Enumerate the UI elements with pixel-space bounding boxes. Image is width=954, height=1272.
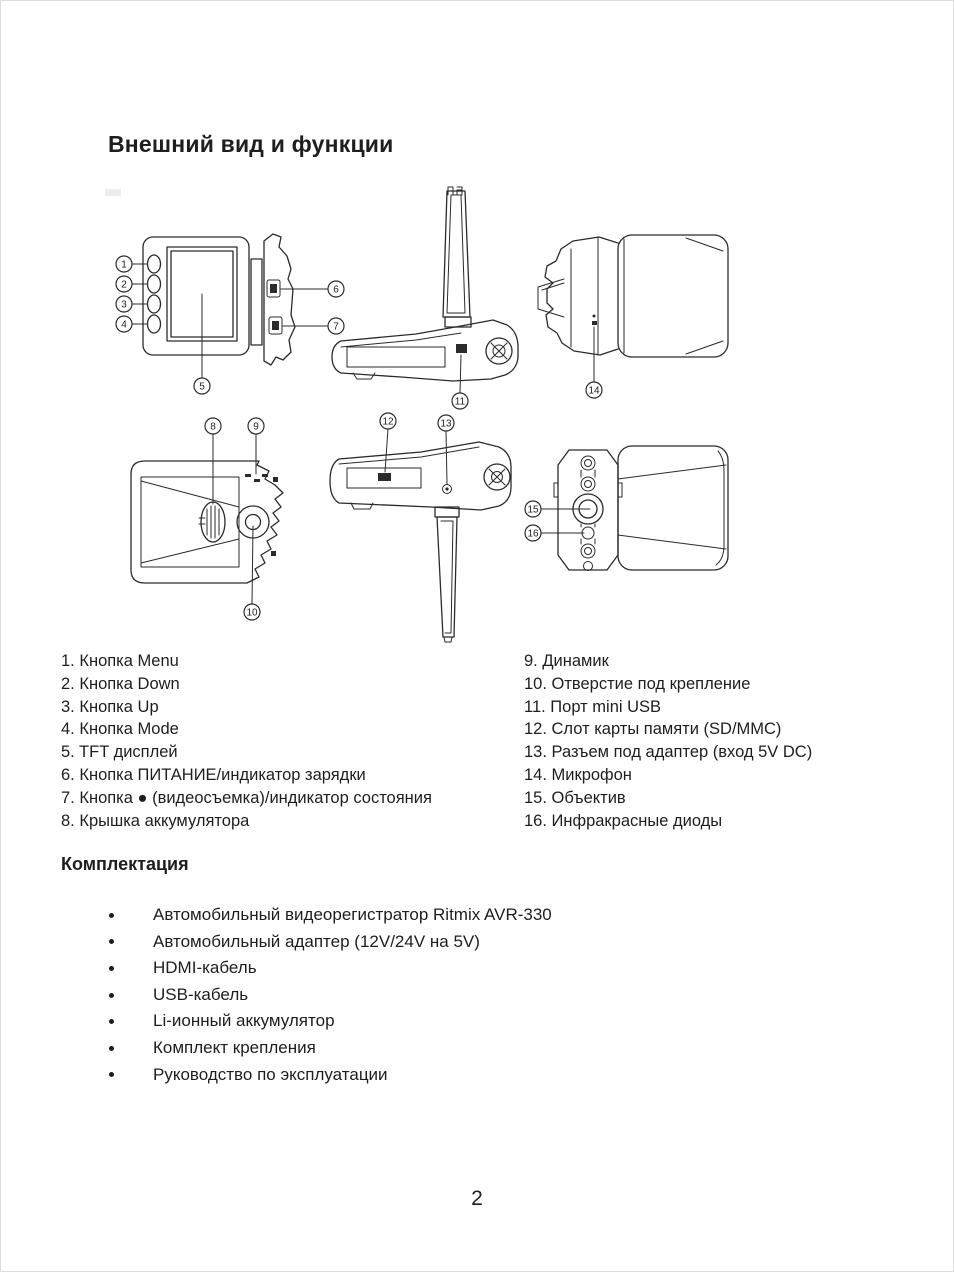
callout-9 [248,418,264,434]
screen-panel-inner [441,521,453,633]
package-heading: Комплектация [61,854,189,874]
ir-diode-inner [585,481,592,488]
svg-text:16: 16 [527,528,539,540]
lens-housing-profile [545,237,618,355]
parts-list-right [524,650,812,832]
parts-item-10: 10. Отверстие под крепление [524,674,751,693]
up-button [148,295,161,313]
package-item-label: Комплект крепления [153,1037,316,1057]
dc-jack-pin [445,487,448,490]
parts-item-13: 13. Разъем под адаптер (вход 5V DC) [524,743,813,762]
bullet-icon [109,966,114,971]
parts-item-7: 7. Кнопка ● (видеосъемка)/индикатор состояния [61,788,432,807]
parts-item-6: 6. Кнопка ПИТАНИЕ/индикатор зарядки [61,765,366,784]
parts-item-2: 2. Кнопка Down [61,674,180,693]
callout-11 [452,393,468,409]
callout-4 [116,316,132,332]
callout-8 [205,418,221,434]
parts-item-14: 14. Микрофон [524,765,632,784]
svg-text:6: 6 [333,284,339,296]
body-back-shading [686,238,723,354]
parts-item-12: 12. Слот карты памяти (SD/MMC) [524,720,782,739]
callout-15 [525,501,541,517]
bullet-icon [109,1072,114,1077]
callout-3 [116,296,132,312]
ir-diode [584,562,593,571]
parts-item-5: 5. TFT дисплей [61,743,178,762]
vent-slots [245,474,268,482]
svg-text:3: 3 [121,299,127,311]
record-button-glyph [272,321,279,330]
body-profile [332,320,518,381]
package-item-label: Автомобильный адаптер (12V/24V на 5V) [153,931,480,951]
detail-stud-top [273,477,278,482]
svg-text:1: 1 [121,259,127,271]
screen-panel-inner [447,195,465,313]
page-number: 2 [471,1187,483,1210]
ir-diode-inner [585,548,592,555]
parts-item-16: 16. Инфракрасные диоды [524,811,723,830]
view-side-screen-up [332,191,518,393]
callout-16 [525,525,541,541]
ir-diode [581,477,595,491]
callout-5 [194,378,210,394]
parts-item-3: 3. Кнопка Up [61,697,159,716]
parts-item-9: 9. Динамик [524,652,609,670]
screen-panel-down [437,517,457,637]
bullet-icon [109,1046,114,1051]
svg-text:15: 15 [527,504,539,516]
svg-text:13: 13 [440,418,452,430]
parts-item-15: 15. Объектив [524,788,626,807]
callout-6 [328,281,344,297]
callout-12 [380,413,396,429]
front-strip [558,450,618,570]
scan-artifact [105,189,121,196]
detail-stud-bottom [271,551,276,556]
bullet-icon [109,993,114,998]
body-side-profile [264,234,295,365]
callout-10 [244,604,260,620]
view-rear-perspective [538,235,728,382]
package-item-label: USB-кабель [153,984,249,1004]
leader-12 [385,429,388,472]
microphone-dot [593,315,596,318]
package-item-label: Руководство по эксплуатации [153,1064,388,1084]
parts-item-4: 4. Кнопка Mode [61,720,179,739]
svg-text:14: 14 [588,385,600,397]
svg-text:11: 11 [454,396,466,408]
view-front-perspective [541,446,728,571]
callout-13 [438,415,454,431]
svg-text:5: 5 [199,381,205,393]
package-item [109,955,552,982]
ir-diode [581,544,595,558]
parts-list-left [61,650,432,832]
battery-cover-panel [141,477,239,567]
parts-item-8: 8. Крышка аккумулятора [61,811,250,830]
menu-button [148,255,161,273]
callout-7 [328,318,344,334]
bullet-icon [109,913,114,918]
svg-text:12: 12 [382,416,394,428]
ir-diode-inner [585,460,592,467]
package-item [109,902,552,929]
leader-13 [446,431,447,484]
parts-item-11: 11. Порт mini USB [524,697,662,716]
callout-14 [586,382,602,398]
sd-card-slot [378,473,391,481]
leader-11 [460,355,461,393]
power-button-glyph [270,284,277,293]
package-item-label: HDMI-кабель [153,958,257,978]
bullet-icon [109,939,114,944]
body-edge-line [339,447,479,464]
svg-text:2: 2 [121,279,127,291]
front-strip-notches [554,483,622,497]
package-list [109,902,552,1088]
page-title: Внешний вид и функции [108,131,394,157]
body-back [618,235,728,357]
package-item [109,1008,552,1035]
microphone-hole [592,321,597,325]
body-recess [347,347,445,367]
svg-text:9: 9 [253,421,259,433]
ir-diode [581,456,595,470]
view-back [131,434,283,604]
svg-text:10: 10 [246,607,258,619]
body-side [618,446,728,570]
bullet-icon [109,1019,114,1024]
speaker [201,502,225,542]
svg-text:8: 8 [210,421,216,433]
hinge-bracket [251,259,262,345]
speaker-grille [199,506,219,538]
package-item [109,1035,552,1062]
package-item-label: Li-ионный аккумулятор [153,1011,335,1031]
package-item-label: Автомобильный видеорегистратор Ritmix AVR-330 [153,905,552,924]
body-side-shading [618,465,726,549]
callout-2 [116,276,132,292]
screen-panel-tip [444,637,452,642]
mini-usb-port [456,344,467,353]
callout-1 [116,256,132,272]
parts-item-1: 1. Кнопка Menu [61,652,179,670]
cover-shading [141,481,239,563]
mode-button [148,315,161,333]
view-front-open-screen [132,234,328,377]
device-views-diagram [101,171,761,653]
package-item [109,982,552,1009]
package-item [109,929,552,956]
svg-text:7: 7 [333,321,339,333]
view-side-screen-down [330,429,511,642]
down-button [148,275,161,293]
svg-text:4: 4 [121,319,127,331]
package-item [109,1062,552,1089]
